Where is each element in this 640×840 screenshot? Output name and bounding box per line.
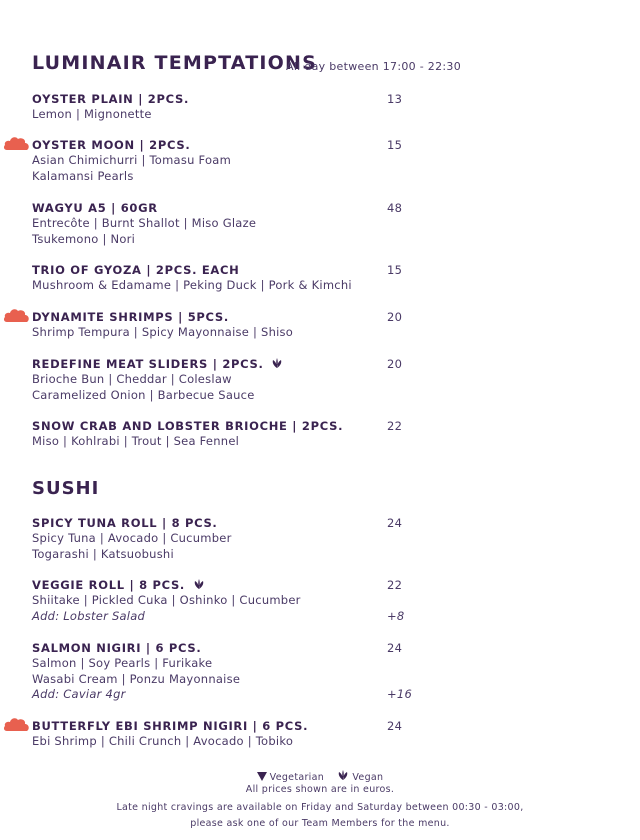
- item-name: SPICY TUNA ROLL | 8 PCS.: [32, 516, 218, 530]
- item-price: 24: [387, 516, 403, 530]
- item-addon: Add: Lobster Salad: [32, 608, 146, 623]
- item-name: OYSTER MOON | 2PCS.: [32, 138, 191, 152]
- addon-price: +8: [387, 609, 405, 623]
- item-name: WAGYU A5 | 60GR: [32, 201, 158, 215]
- item-name: REDEFINE MEAT SLIDERS | 2PCS.: [32, 357, 264, 371]
- item-description: Entrecôte | Burnt Shallot | Miso Glaze: [32, 216, 257, 230]
- item-price: 13: [387, 92, 403, 106]
- item-price: 15: [387, 138, 403, 152]
- spicy-icon: [3, 135, 31, 151]
- item-description: Mushroom & Edamame | Peking Duck | Pork & Kimchi: [32, 278, 352, 292]
- item-description: Tsukemono | Nori: [32, 231, 136, 246]
- item-name: OYSTER PLAIN | 2PCS.: [32, 92, 190, 106]
- item-price: 24: [387, 641, 403, 655]
- item-description: Salmon | Soy Pearls | Furikake: [32, 656, 213, 670]
- item-description: Asian Chimichurri | Tomasu Foam: [32, 153, 232, 167]
- item-description: Wasabi Cream | Ponzu Mayonnaise: [32, 671, 241, 686]
- spicy-icon: [3, 716, 31, 732]
- item-description: Miso | Kohlrabi | Trout | Sea Fennel: [32, 434, 240, 448]
- late-night-note-2: please ask one of our Team Members for the menu.: [190, 818, 450, 829]
- legend-vegetarian: Vegetarian: [269, 772, 325, 783]
- item-name: VEGGIE ROLL | 8 PCS.: [32, 578, 186, 592]
- item-name: SNOW CRAB AND LOBSTER BRIOCHE | 2PCS.: [32, 419, 344, 433]
- vegan-leaf-icon: [193, 579, 205, 590]
- late-night-note: Late night cravings are available on Friday and Saturday between 00:30 - 03:00,: [116, 802, 524, 813]
- item-price: 24: [387, 719, 403, 733]
- spicy-icon: [3, 307, 31, 323]
- item-description: Togarashi | Katsuobushi: [32, 546, 174, 561]
- item-name: TRIO OF GYOZA | 2PCS. EACH: [32, 263, 240, 277]
- vegan-leaf-icon: [271, 358, 283, 369]
- item-price: 48: [387, 201, 403, 215]
- section-title-sushi: SUSHI: [32, 478, 100, 499]
- prices-note: All prices shown are in euros.: [245, 784, 395, 795]
- item-addon: Add: Caviar 4gr: [32, 687, 126, 701]
- menu-hours: All day between 17:00 - 22:30: [286, 60, 461, 73]
- addon-price: +16: [387, 687, 413, 701]
- item-name: DYNAMITE SHRIMPS | 5PCS.: [32, 310, 229, 324]
- vegetarian-icon: [257, 772, 267, 781]
- footer-notes: [0, 783, 640, 830]
- item-name: SALMON NIGIRI | 6 PCS.: [32, 641, 202, 655]
- item-description: Spicy Tuna | Avocado | Cucumber: [32, 531, 232, 545]
- item-description: Ebi Shrimp | Chili Crunch | Avocado | Tobiko: [32, 734, 294, 748]
- legend-vegan: Vegan: [352, 772, 384, 783]
- item-price: 22: [387, 419, 403, 433]
- item-description: Lemon | Mignonette: [32, 107, 152, 121]
- item-description: Shrimp Tempura | Spicy Mayonnaise | Shiso: [32, 325, 294, 339]
- item-description: Brioche Bun | Cheddar | Coleslaw: [32, 372, 232, 386]
- item-price: 20: [387, 310, 403, 324]
- menu-title: LUMINAIR TEMPTATIONS: [32, 52, 318, 74]
- item-description: Caramelized Onion | Barbecue Sauce: [32, 387, 255, 402]
- item-description: Kalamansi Pearls: [32, 168, 134, 183]
- item-name: BUTTERFLY EBI SHRIMP NIGIRI | 6 PCS.: [32, 719, 309, 733]
- dietary-legend: [0, 770, 640, 783]
- item-price: 22: [387, 578, 403, 592]
- item-price: 15: [387, 263, 403, 277]
- item-description: Shiitake | Pickled Cuka | Oshinko | Cucumber: [32, 593, 301, 607]
- item-price: 20: [387, 357, 403, 371]
- vegan-leaf-icon: [337, 770, 349, 781]
